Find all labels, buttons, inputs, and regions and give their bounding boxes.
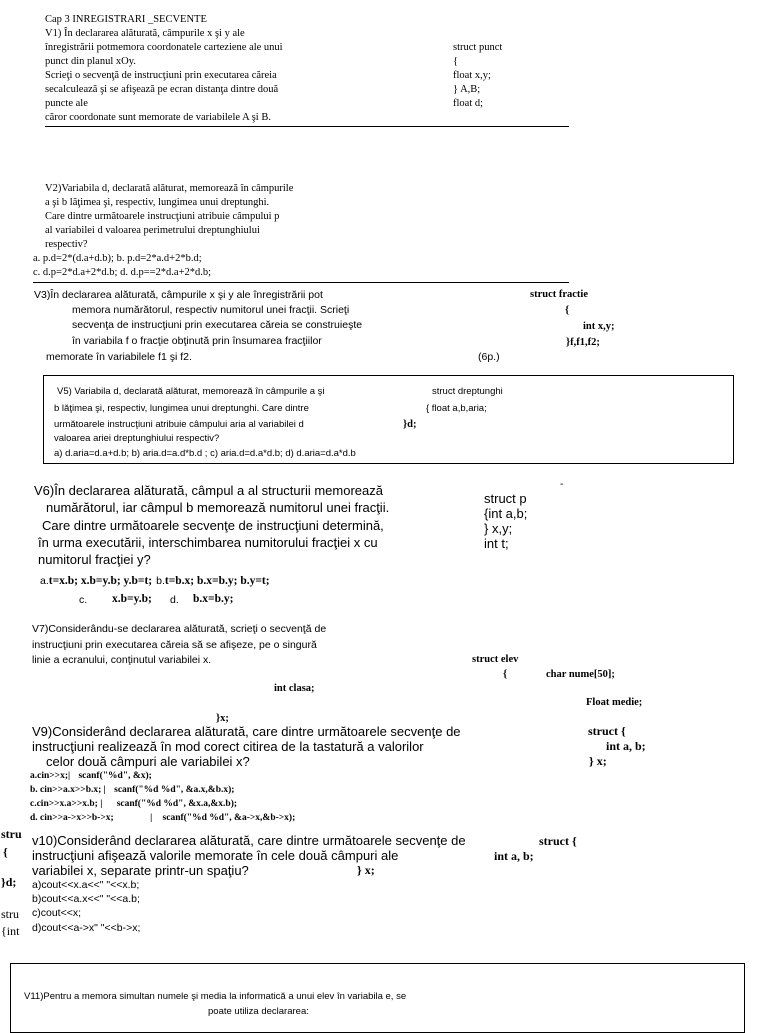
v6-line: V6)În declararea alăturată, câmpul a al structurii memorează	[34, 483, 383, 498]
stray-dash: -	[560, 478, 564, 490]
left-fragment: {int	[1, 924, 20, 938]
v1-divider	[45, 126, 569, 127]
v6-option-c: x.b=y.b;	[112, 593, 152, 605]
v3-line: memorate în variabilele f1 şi f2.	[46, 351, 192, 363]
v9-option	[30, 772, 152, 782]
v9-line: instrucţiuni realizează în mod corect citirea de la tastatură a valorilor	[32, 739, 424, 754]
v9-code: struct {	[588, 724, 626, 738]
v5-code: struct dreptunghi	[432, 386, 503, 397]
v1-code: float x,y;	[453, 70, 491, 81]
v9-line: celor două câmpuri ale variabilei x?	[46, 754, 250, 769]
v9-code: int a, b;	[606, 739, 646, 753]
v7-code: char nume[50];	[546, 669, 615, 680]
v7-line: V7)Considerându-se declararea alăturată, scrieţi o secvenţă de	[32, 623, 327, 635]
v7-code: }x;	[216, 713, 229, 724]
v5-options: a) d.aria=d.a+d.b; b) aria.d=a.d*b.d ; c) aria.d=d.a*d.b; d) d.aria=d.a*d.b	[54, 448, 356, 459]
v2-line: al variabilei d valoarea perimetrului dreptunghiului	[45, 225, 260, 236]
v1-line: căror coordonate sunt memorate de variabilele A şi B.	[45, 112, 271, 123]
v1-line: Scrieţi o secvenţă de instrucţiuni prin executarea căreia	[45, 70, 277, 81]
v6-option-d-label: d.	[170, 594, 179, 606]
v6-option-a-label: a.	[40, 575, 49, 587]
v3-line: în variabila f o fracţie obţinută prin însumarea fracţiilor	[72, 335, 322, 347]
v10-option: b)cout<<a.x<<" "<<a.b;	[32, 893, 140, 905]
v3-points: (6p.)	[478, 351, 500, 363]
v10-code: struct {	[539, 834, 577, 848]
v6-option-b: t=b.x; b.x=b.y; b.y=t;	[164, 575, 270, 587]
v6-line: numărătorul, iar câmpul b memorează numitorul unei fracţii.	[46, 500, 390, 515]
v9-option-scanf: scanf("%d %d", &a.x,&b.x);	[114, 785, 235, 795]
v9-option	[30, 786, 234, 796]
v11-line: V11)Pentru a memora simultan numele şi media la informatică a unui elev în variabila e, se	[24, 991, 407, 1002]
v10-option: a)cout<<x.a<<" "<<x.b;	[32, 879, 140, 891]
v9-option-cin: d. cin>>a->x>>b->x;	[30, 813, 114, 823]
v7-code: int clasa;	[274, 683, 315, 694]
v9-option-cin: a.cin>>x;|	[30, 771, 71, 781]
v2-divider	[33, 282, 569, 283]
v3-code: struct fractie	[530, 289, 589, 300]
v9-option-cin: b. cin>>a.x>>b.x; |	[30, 785, 106, 795]
v3-code: {	[565, 305, 570, 316]
v1-line: înregistrării potmemora coordonatele carteziene ale unui	[45, 42, 283, 53]
v1-code: } A,B;	[453, 84, 481, 95]
v10-line: variabilei x, separate printr-un spaţiu?	[32, 863, 249, 878]
v5-line: V5) Variabila d, declarată alăturat, memorează în câmpurile a şi	[57, 386, 325, 397]
v3-line: secvenţa de instrucţiuni prin executarea căreia se construieşte	[72, 319, 363, 331]
v1-line: puncte ale	[45, 98, 88, 109]
v5-line: b lăţimea şi, respectiv, lungimea unui dreptunghi. Care dintre	[54, 403, 309, 414]
v10-option: d)cout<<a->x" "<<b->x;	[32, 922, 141, 934]
v9-line: V9)Considerând declararea alăturată, care dintre următoarele secvenţe de	[32, 724, 461, 739]
v10-code: } x;	[357, 863, 375, 877]
v3-line: V3)În declararea alăturată, câmpurile x şi y ale înregistrării pot	[34, 289, 323, 301]
v5-line: valoarea ariei dreptunghiului respectiv?	[54, 433, 220, 444]
v9-option-scanf: scanf("%d", &x);	[78, 771, 152, 781]
v6-option-b-label: b.	[156, 575, 165, 587]
v6-option-c-label: c.	[79, 594, 88, 606]
v9-code: } x;	[589, 754, 607, 768]
v7-code: {	[503, 669, 508, 680]
v5-line: următoarele instrucţiuni atribuie câmpului aria al variabilei d	[54, 419, 304, 430]
v2-option: a. p.d=2*(d.a+d.b); b. p.d=2*a.d+2*b.d;	[33, 253, 202, 264]
left-fragment: {	[3, 845, 8, 859]
v6-line: în urma executării, interschimbarea numitorului fracţiei x cu	[38, 535, 378, 550]
chapter-header: Cap 3 INREGISTRARI _SECVENTE	[45, 14, 207, 25]
v1-code: float d;	[453, 98, 484, 109]
v6-option-a: t=x.b; x.b=y.b; y.b=t;	[48, 575, 153, 587]
v9-option-scanf: scanf("%d %d", &x.a,&x.b);	[116, 799, 238, 809]
v2-line: V2)Variabila d, declarată alăturat, memorează în câmpurile	[45, 183, 294, 194]
v9-option	[30, 814, 295, 824]
v6-code: } x,y;	[484, 521, 513, 536]
v11-line: poate utiliza declararea:	[208, 1006, 309, 1017]
v5-code: }d;	[403, 419, 417, 430]
v10-line: v10)Considerând declararea alăturată, care dintre următoarele secvenţe de	[32, 833, 466, 848]
v7-code: struct elev	[472, 654, 519, 665]
v7-code: Float medie;	[586, 697, 643, 708]
v2-option: c. d.p=2*d.a+2*d.b; d. d.p==2*d.a+2*d.b;	[33, 267, 212, 278]
left-fragment: stru	[1, 907, 19, 921]
v6-option-d: b.x=b.y;	[193, 593, 234, 605]
v1-line: punct din planul xOy.	[45, 56, 136, 67]
v6-code: {int a,b;	[484, 506, 528, 521]
v6-code: struct p	[484, 491, 527, 506]
left-fragment: }d;	[1, 875, 17, 889]
v6-code: int t;	[484, 536, 509, 551]
v1-code: {	[453, 56, 459, 67]
v10-line: instrucţiuni afişează valorile memorate în cele două câmpuri ale	[32, 848, 399, 863]
v3-line: memora numărătorul, respectiv numitorul unei fracţii. Scrieţi	[72, 304, 350, 316]
v9-option-scanf: scanf("%d %d", &a->x,&b->x);	[162, 813, 296, 823]
v7-line: linie a ecranului, conţinutul variabilei x.	[32, 654, 212, 666]
v2-line: a şi b lăţimea şi, respectiv, lungimea unui dreptunghi.	[45, 197, 270, 208]
v10-code: int a, b;	[494, 849, 534, 863]
v6-options-ab	[40, 572, 270, 588]
v7-line: instrucţiuni prin executarea căreia să se afişeze, pe o singură	[32, 639, 317, 651]
v3-code: }f,f1,f2;	[566, 337, 600, 348]
v1-code: struct punct	[453, 42, 503, 53]
v5-code: { float a,b,aria;	[426, 403, 487, 414]
v2-line: Care dintre următoarele instrucţiuni atribuie câmpului p	[45, 211, 280, 222]
v10-option: c)cout<<x;	[32, 907, 82, 919]
v9-option-sep: |	[150, 813, 153, 823]
v3-code: int x,y;	[583, 321, 615, 332]
v1-line: secalculează şi se afişează pe ecran distanţa dintre două	[45, 84, 279, 95]
v9-option	[30, 800, 237, 810]
v9-option-cin: c.cin>>x.a>>x.b; |	[30, 799, 103, 809]
v2-line: respectiv?	[45, 239, 88, 250]
left-fragment: stru	[1, 827, 22, 841]
v6-line: Care dintre următoarele secvenţe de instrucţiuni determină,	[42, 518, 384, 533]
v1-line: V1) În declararea alăturată, câmpurile x şi y ale	[45, 28, 245, 39]
v6-line: numitorul fracţiei y?	[38, 552, 151, 567]
